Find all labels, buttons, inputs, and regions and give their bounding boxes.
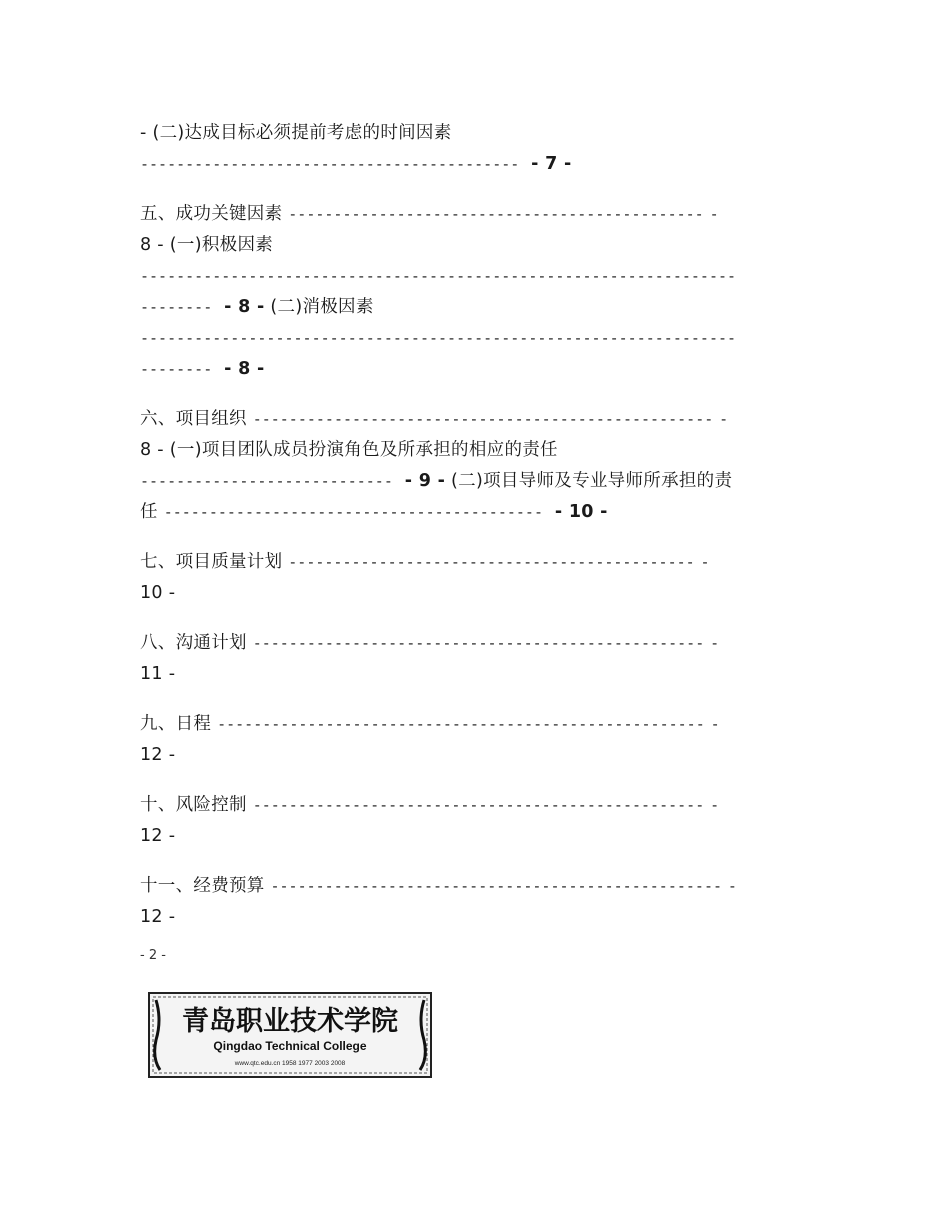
toc-section-11-page: 12 - — [140, 907, 176, 927]
toc-section-6[interactable]: 六、项目组织 --------------------------------------------------- - — [140, 409, 729, 429]
toc-entry-5-1[interactable]: 8 - (一)积极因素 — [140, 235, 274, 255]
toc-section-10[interactable]: 十、风险控制 -------------------------------------------------- - — [140, 795, 720, 815]
toc-entry-5-2b[interactable]: -------- - 8 - (二)消极因素 — [140, 297, 374, 317]
logo-name-en: Qingdao Technical College — [213, 1039, 367, 1053]
toc-entry-6-2[interactable]: ---------------------------- - 9 - (二)项目导师及专业导师所承担的责 — [140, 471, 733, 491]
college-logo — [148, 992, 432, 1078]
table-of-contents — [140, 118, 812, 933]
toc-section-10-page: 12 - — [140, 826, 176, 846]
toc-section-9-page: 12 - — [140, 745, 176, 765]
toc-section-8[interactable]: 八、沟通计划 -------------------------------------------------- - — [140, 633, 720, 653]
toc-section-7-page: 10 - — [140, 583, 176, 603]
toc-entry-5-2[interactable]: - (二)达成目标必须提前考虑的时间因素 — [140, 123, 452, 143]
logo-small-text: www.qtc.edu.cn 1958 1977 2003 2008 — [234, 1060, 346, 1067]
toc-entry-5-2-leader[interactable]: ------------------------------------------ - 7 - — [140, 154, 572, 174]
toc-section-8-page: 11 - — [140, 664, 176, 684]
toc-leader-full: ------------------------------------------------------------------ — [140, 267, 737, 285]
toc-entry-6-2-cont[interactable]: 任 ------------------------------------------ - 10 - — [140, 502, 608, 522]
logo-name-cn: 青岛职业技术学院 — [182, 1006, 398, 1037]
page-number: - 2 - — [140, 948, 166, 963]
toc-section-11[interactable]: 十一、经费预算 -------------------------------------------------- - — [140, 876, 737, 896]
toc-section-7[interactable]: 七、项目质量计划 --------------------------------------------- - — [140, 552, 710, 572]
toc-section-5[interactable]: 五、成功关键因素 ---------------------------------------------- - — [140, 204, 719, 224]
toc-leader-full-2: ------------------------------------------------------------------ — [140, 329, 737, 347]
toc-section-9[interactable]: 九、日程 ------------------------------------------------------ - — [140, 714, 720, 734]
toc-entry-5-2b-page[interactable]: -------- - 8 - — [140, 359, 265, 379]
toc-entry-6-1[interactable]: 8 - (一)项目团队成员扮演角色及所承担的相应的责任 — [140, 440, 558, 460]
